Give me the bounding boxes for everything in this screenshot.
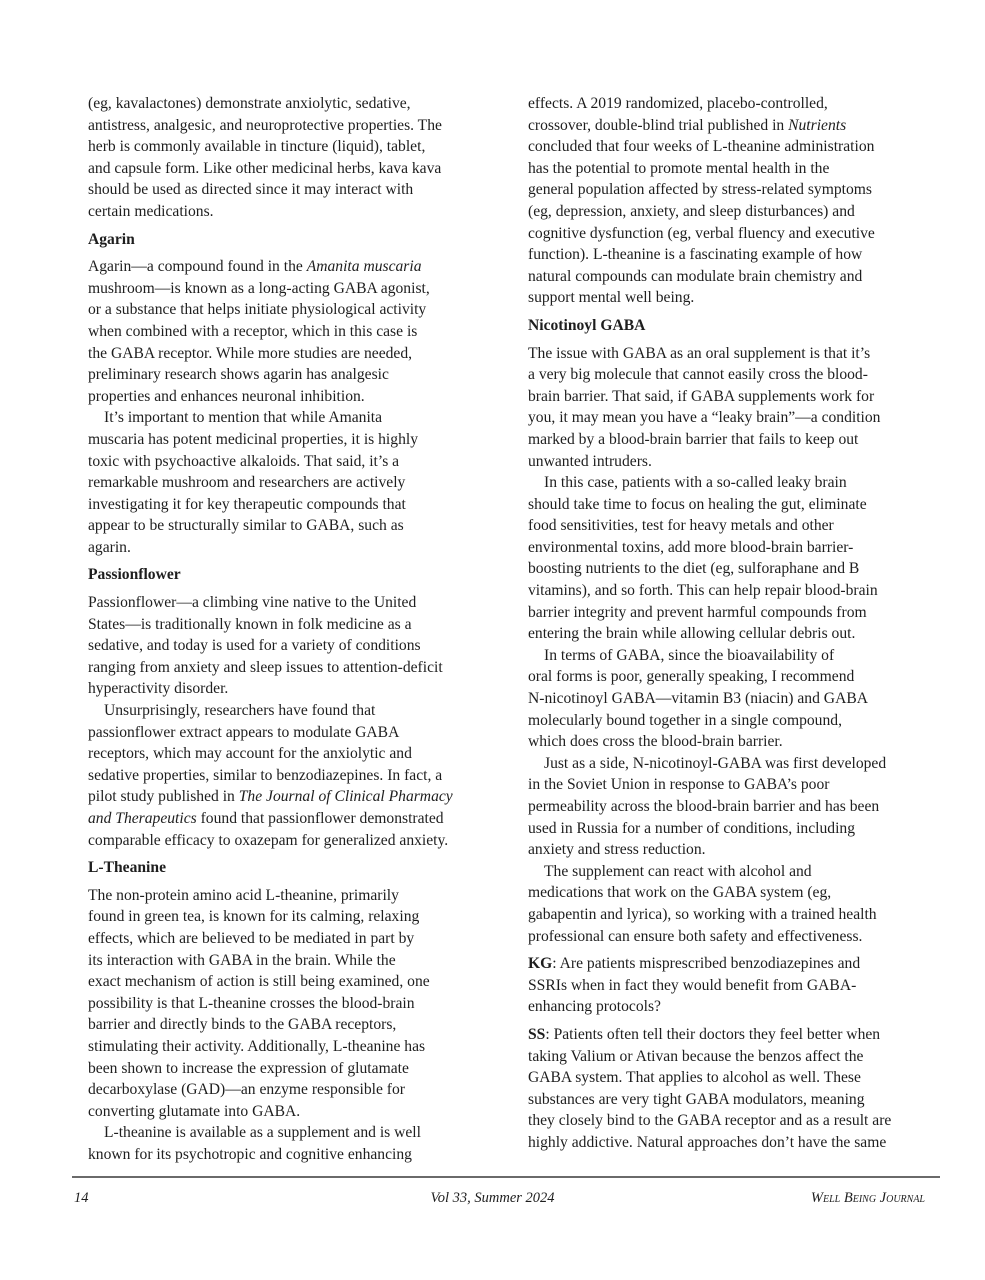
text-line: gabapentin and lyrica), so working with a trained health	[528, 905, 877, 923]
text-line	[88, 808, 498, 830]
text-line: substances are very tight GABA modulators, meaning	[528, 1090, 865, 1108]
text-line: exact mechanism of action is still being examined, one	[88, 973, 430, 991]
text-line: general population affected by stress-related symptoms	[528, 181, 872, 199]
text-segment: crossover, double-blind trial published in	[528, 116, 789, 134]
article-column-right	[528, 93, 938, 1160]
text-line: Just as a side, N-nicotinoyl-GABA was first developed	[544, 754, 887, 772]
journal-name: Well Being Journal	[810, 1190, 925, 1206]
paragraph	[528, 753, 938, 861]
paragraph	[88, 93, 498, 223]
section-heading: Passionflower	[88, 566, 181, 584]
text-segment: pilot study published in	[88, 788, 239, 806]
text-line: natural compounds can modulate brain chemistry and	[528, 267, 863, 285]
paragraph	[88, 885, 498, 1123]
text-line: antistress, analgesic, and neuroprotective properties. The	[88, 116, 442, 134]
paragraph	[88, 700, 498, 851]
text-line: sedative properties, similar to benzodiazepines. In fact, a	[88, 766, 443, 784]
section-heading: Nicotinoyl GABA	[528, 316, 646, 334]
text-segment: : Are patients misprescribed benzodiazepines and	[552, 955, 861, 973]
text-line: agarin.	[88, 538, 131, 556]
text-line: States—is traditionally known in folk medicine as a	[88, 615, 412, 633]
text-line	[528, 115, 938, 137]
text-line: and capsule form. Like other medicinal herbs, kava kava	[88, 159, 442, 177]
paragraph	[528, 645, 938, 753]
issue-label: Vol 33, Summer 2024	[430, 1190, 555, 1206]
text-segment: : Patients often tell their doctors they feel better when	[545, 1025, 881, 1043]
text-line: toxic with psychoactive alkaloids. That said, it’s a	[88, 452, 400, 470]
text-line: barrier and directly binds to the GABA receptors,	[88, 1016, 397, 1034]
paragraph-block	[88, 592, 498, 851]
paragraph	[528, 861, 938, 947]
article-column-left	[88, 93, 498, 1172]
paragraph-block	[528, 93, 938, 309]
text-line: SSRIs when in fact they would benefit from GABA-	[528, 976, 857, 994]
italic-text: and Therapeutics	[88, 810, 197, 827]
text-line: function). L-theanine is a fascinating example of how	[528, 246, 863, 264]
text-line: or a substance that helps initiate physiological activity	[88, 301, 427, 319]
paragraph	[528, 953, 938, 1018]
speaker-label: SS	[528, 1025, 546, 1043]
paragraph	[528, 472, 938, 645]
text-line: support mental well being.	[528, 289, 695, 307]
text-line: brain barrier. That said, if GABA supplements work for	[528, 387, 875, 405]
text-line: molecularly bound together in a single compound,	[528, 711, 842, 729]
text-line: GABA system. That applies to alcohol as well. These	[528, 1069, 861, 1087]
paragraph	[528, 343, 938, 473]
text-line: found in green tea, is known for its calming, relaxing	[88, 908, 420, 926]
footer-divider	[72, 1176, 940, 1178]
text-line: vitamins), and so forth. This can help repair blood-brain	[528, 582, 878, 600]
text-line: stimulating their activity. Additionally, L-theanine has	[88, 1037, 426, 1055]
text-line: sedative, and today is used for a variety of conditions	[88, 637, 421, 655]
paragraph	[88, 256, 498, 407]
text-line	[528, 953, 938, 975]
text-line: they closely bind to the GABA receptor and as a result are	[528, 1112, 892, 1130]
text-line: L-theanine is available as a supplement and is well	[104, 1124, 421, 1142]
paragraph	[88, 592, 498, 700]
text-line: when combined with a receptor, which in this case is	[88, 322, 418, 340]
text-line: converting glutamate into GABA.	[88, 1102, 301, 1120]
text-line: passionflower extract appears to modulate GABA	[88, 723, 400, 741]
text-line: been shown to increase the expression of glutamate	[88, 1059, 409, 1077]
text-line: receptors, which may account for the anxiolytic and	[88, 745, 412, 763]
text-line: which does cross the blood-brain barrier.	[528, 733, 783, 751]
paragraph-block	[528, 1024, 938, 1154]
text-line	[88, 786, 498, 808]
text-line: barrier integrity and prevent harmful compounds from	[528, 603, 867, 621]
text-line: known for its psychotropic and cognitive enhancing	[88, 1145, 412, 1163]
text-line: Passionflower—a climbing vine native to the United	[88, 594, 417, 612]
text-line: herb is commonly available in tincture (liquid), tablet,	[88, 138, 426, 156]
text-line	[528, 1024, 938, 1046]
text-line: (eg, depression, anxiety, and sleep disturbances) and	[528, 202, 855, 220]
text-line: comparable efficacy to oxazepam for generalized anxiety.	[88, 831, 449, 849]
text-line: possibility is that L-theanine crosses the blood-brain	[88, 994, 415, 1012]
paragraph-block	[88, 256, 498, 558]
text-line: hyperactivity disorder.	[88, 680, 229, 698]
text-line: enhancing protocols?	[528, 998, 661, 1016]
italic-text: Nutrients	[788, 116, 847, 134]
paragraph-block	[88, 93, 498, 223]
text-line: (eg, kavalactones) demonstrate anxiolytic, sedative,	[88, 95, 411, 112]
text-line: effects, which are believed to be mediated in part by	[88, 929, 415, 947]
paragraph	[528, 1024, 938, 1154]
text-line: concluded that four weeks of L-theanine administration	[528, 138, 875, 156]
paragraph-block	[88, 885, 498, 1166]
paragraph-block	[528, 953, 938, 1018]
text-line: permeability across the blood-brain barrier and has been	[528, 798, 880, 815]
text-line: cognitive dysfunction (eg, verbal fluency and executive	[528, 224, 875, 242]
text-line: a very big molecule that cannot easily cross the blood-	[528, 366, 868, 384]
text-segment: found that passionflower demonstrated	[196, 810, 444, 827]
text-line: investigating it for key therapeutic compounds that	[88, 495, 406, 513]
text-line: ranging from anxiety and sleep issues to attention-deficit	[88, 658, 443, 676]
text-line: effects. A 2019 randomized, placebo-controlled,	[528, 95, 828, 112]
text-line: professional can ensure both safety and effectiveness.	[528, 927, 863, 945]
page-number: 14	[74, 1190, 89, 1206]
text-line: food sensitivities, test for heavy metals and other	[528, 517, 834, 535]
text-line: its interaction with GABA in the brain. While the	[88, 951, 396, 969]
text-line: should be used as directed since it may interact with	[88, 181, 414, 199]
text-line: boosting nutrients to the diet (eg, sulforaphane and B	[528, 560, 860, 578]
text-line: taking Valium or Ativan because the benzos affect the	[528, 1047, 864, 1065]
section-heading: Agarin	[88, 230, 135, 248]
text-line: The supplement can react with alcohol and	[544, 862, 812, 880]
text-line: properties and enhances neuronal inhibition.	[88, 387, 365, 405]
text-line: In terms of GABA, since the bioavailability of	[544, 646, 835, 664]
text-line: remarkable mushroom and researchers are actively	[88, 474, 406, 492]
section-heading: L-Theanine	[88, 859, 166, 877]
text-line: used in Russia for a number of conditions, including	[528, 819, 855, 837]
text-line: decarboxylase (GAD)—an enzyme responsible for	[88, 1081, 405, 1099]
text-line: marked by a blood-brain barrier that fails to keep out	[528, 430, 859, 448]
italic-text: The Journal of Clinical Pharmacy	[238, 788, 453, 806]
text-line: In this case, patients with a so-called leaky brain	[544, 474, 847, 492]
text-line: certain medications.	[88, 202, 214, 220]
text-line	[88, 256, 498, 278]
text-line: The non-protein amino acid L-theanine, primarily	[88, 886, 399, 904]
text-line: the GABA receptor. While more studies are needed,	[88, 344, 413, 362]
text-line: anxiety and stress reduction.	[528, 841, 706, 859]
text-line: It’s important to mention that while Amanita	[104, 409, 383, 427]
text-line: entering the brain while allowing cellular debris out.	[528, 625, 856, 643]
text-segment: Agarin—a compound found in the	[88, 258, 307, 276]
paragraph-block	[528, 343, 938, 948]
text-line: should take time to focus on healing the gut, eliminate	[528, 495, 867, 513]
text-line: N-nicotinoyl GABA—vitamin B3 (niacin) and GABA	[528, 690, 868, 708]
text-line: has the potential to promote mental health in the	[528, 159, 830, 177]
text-line: medications that work on the GABA system (eg,	[528, 884, 832, 902]
text-line: highly addictive. Natural approaches don’t have the same	[528, 1133, 887, 1151]
text-line: unwanted intruders.	[528, 452, 652, 470]
text-line: preliminary research shows agarin has analgesic	[88, 366, 389, 384]
paragraph	[88, 407, 498, 558]
text-line: mushroom—is known as a long-acting GABA agonist,	[88, 279, 430, 297]
text-line: appear to be structurally similar to GABA, such as	[88, 517, 404, 535]
text-line: muscaria has potent medicinal properties, it is highly	[88, 430, 418, 448]
text-line: in the Soviet Union in response to GABA’s poor	[528, 776, 830, 794]
paragraph	[88, 1122, 498, 1165]
text-line: Unsurprisingly, researchers have found that	[104, 702, 376, 720]
speaker-label: KG	[528, 955, 553, 973]
text-line: oral forms is poor, generally speaking, I recommend	[528, 668, 855, 686]
text-line: you, it may mean you have a “leaky brain”—a condition	[528, 409, 881, 427]
text-line: The issue with GABA as an oral supplement is that it’s	[528, 344, 871, 362]
text-line: environmental toxins, add more blood-brain barrier-	[528, 538, 854, 556]
italic-text: Amanita muscaria	[306, 258, 422, 276]
paragraph	[528, 93, 938, 309]
